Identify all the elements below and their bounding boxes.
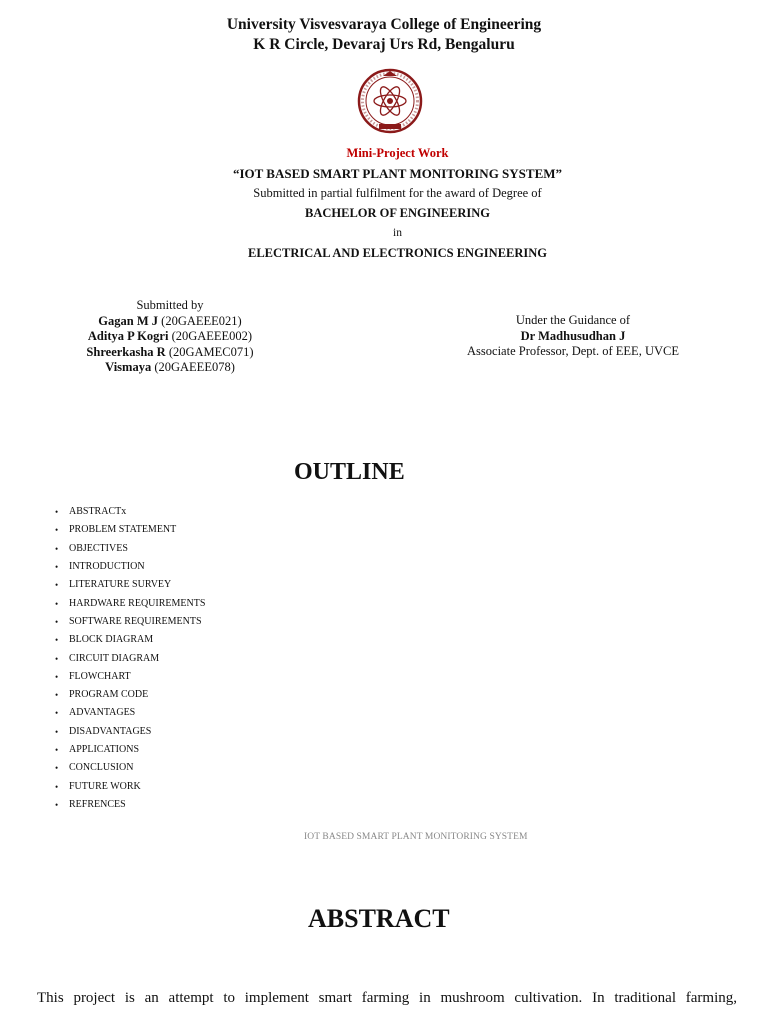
bullet-icon: •	[55, 763, 59, 774]
outline-item-label: FUTURE WORK	[69, 780, 141, 792]
student-name: Aditya P Kogri	[87, 329, 169, 343]
bullet-icon: •	[55, 543, 59, 554]
college-name: University Visvesvaraya College of Engineering	[226, 16, 542, 33]
degree-name: BACHELOR OF ENGINEERING	[305, 206, 490, 220]
bullet-icon: •	[55, 690, 59, 701]
list-item	[55, 631, 205, 649]
student-row	[70, 329, 270, 345]
list-item	[55, 741, 205, 759]
list-item	[55, 576, 205, 594]
list-item	[55, 521, 205, 539]
outline-list	[55, 503, 205, 814]
list-item	[55, 777, 205, 795]
abstract-heading: ABSTRACT	[308, 904, 450, 933]
bullet-icon: •	[55, 525, 59, 536]
bullet-icon: •	[55, 671, 59, 682]
student-row	[70, 345, 270, 361]
outline-item-label: BLOCK DIAGRAM	[69, 634, 154, 646]
outline-item-label: DISADVANTAGES	[69, 725, 152, 737]
bullet-icon: •	[55, 726, 59, 737]
student-name: Gagan M J	[98, 313, 159, 328]
list-item	[55, 704, 205, 722]
bullet-icon: •	[55, 799, 59, 810]
branch-name: ELECTRICAL AND ELECTRONICS ENGINEERING	[247, 246, 548, 260]
list-item	[55, 686, 205, 704]
project-title: “IOT BASED SMART PLANT MONITORING SYSTEM”	[232, 166, 563, 181]
list-item	[55, 594, 205, 612]
student-name: Vismaya	[105, 360, 152, 374]
submitted-by-label: Submitted by	[136, 298, 204, 312]
student-name: Shreerkasha R	[86, 344, 166, 359]
submitted-for-text: Submitted in partial fulfilment for the award of Degree of	[253, 186, 542, 200]
outline-item-label: APPLICATIONS	[69, 744, 140, 755]
outline-item-label: SOFTWARE REQUIREMENTS	[69, 615, 202, 627]
bullet-icon: •	[55, 708, 59, 719]
outline-item-label: HARDWARE REQUIREMENTS	[69, 597, 206, 609]
outline-item-label: FLOWCHART	[69, 670, 131, 682]
list-item	[55, 540, 205, 558]
project-type-label: Mini-Project Work	[346, 146, 449, 160]
outline-item-label: CIRCUIT DIAGRAM	[69, 652, 160, 664]
guidance-label: Under the Guidance of	[515, 313, 631, 327]
outline-item-label: CONCLUSION	[69, 762, 134, 774]
outline-heading: OUTLINE	[294, 459, 405, 485]
college-emblem-logo	[357, 68, 423, 134]
student-usn: (20GAEEE002)	[171, 329, 253, 343]
running-title: IOT BASED SMART PLANT MONITORING SYSTEM	[304, 832, 528, 842]
student-row	[70, 360, 270, 376]
student-row	[70, 314, 270, 330]
list-item	[55, 558, 205, 576]
bullet-icon: •	[55, 616, 59, 627]
outline-item-label: INTRODUCTION	[69, 561, 145, 573]
bullet-icon: •	[55, 745, 59, 755]
outline-item-label: LITERATURE SURVEY	[69, 579, 172, 591]
student-usn: (20GAMEC071)	[168, 344, 254, 359]
list-item	[55, 613, 205, 631]
bullet-icon: •	[55, 781, 59, 792]
list-item	[55, 649, 205, 667]
bullet-icon: •	[55, 562, 59, 573]
bullet-icon: •	[55, 507, 59, 518]
outline-item-label: PROBLEM STATEMENT	[69, 524, 177, 536]
guide-designation: Associate Professor, Dept. of EEE, UVCE	[467, 344, 679, 358]
college-address: K R Circle, Devaraj Urs Rd, Bengaluru	[253, 36, 515, 53]
list-item	[55, 759, 205, 777]
students-block	[70, 298, 270, 376]
in-connector: in	[393, 227, 402, 239]
guide-name: Dr Madhusudhan J	[520, 328, 626, 343]
list-item	[55, 503, 205, 521]
list-item	[55, 796, 205, 814]
abstract-paragraph: This project is an attempt to implement smart farming in mushroom cultivation. In traditional farming,	[37, 990, 737, 1006]
student-usn: (20GAEEE021)	[161, 313, 242, 328]
bullet-icon: •	[55, 598, 59, 609]
bullet-icon: •	[55, 580, 59, 591]
bullet-icon: •	[55, 635, 59, 646]
guide-block	[458, 313, 688, 360]
outline-item-label: OBJECTIVES	[69, 542, 128, 554]
outline-item-label: ABSTRACTx	[69, 506, 127, 518]
outline-item-label: ADVANTAGES	[69, 707, 136, 719]
list-item	[55, 668, 205, 686]
outline-item-label: PROGRAM CODE	[69, 689, 149, 701]
outline-item-label: REFRENCES	[69, 798, 126, 810]
list-item	[55, 723, 205, 741]
student-usn: (20GAEEE078)	[154, 360, 235, 374]
bullet-icon: •	[55, 653, 59, 664]
